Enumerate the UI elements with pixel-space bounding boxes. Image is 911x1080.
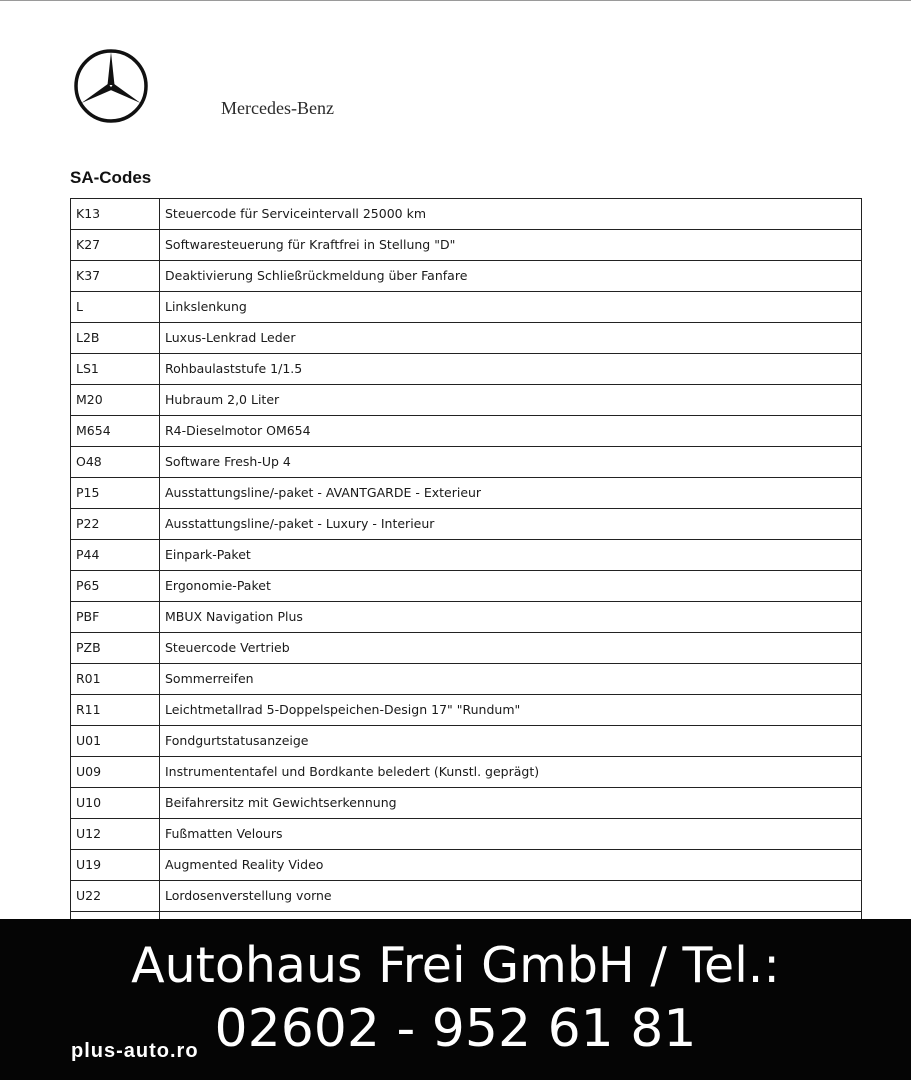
description-cell: Leichtmetallrad 5-Doppelspeichen-Design 17" "Rundum" — [160, 695, 862, 726]
table-row — [71, 447, 862, 478]
code-cell: U01 — [71, 726, 160, 757]
code-cell: K37 — [71, 261, 160, 292]
code-cell: P65 — [71, 571, 160, 602]
code-cell: U19 — [71, 850, 160, 881]
description-cell: Linkslenkung — [160, 292, 862, 323]
code-cell: K27 — [71, 230, 160, 261]
code-cell: U10 — [71, 788, 160, 819]
table-row — [71, 664, 862, 695]
table-row — [71, 261, 862, 292]
description-cell: Beifahrersitz mit Gewichtserkennung — [160, 788, 862, 819]
table-row — [71, 757, 862, 788]
description-cell: Steuercode Vertrieb — [160, 633, 862, 664]
mercedes-star-icon — [72, 47, 150, 125]
table-row — [71, 633, 862, 664]
code-cell: M20 — [71, 385, 160, 416]
section-title: SA-Codes — [70, 168, 152, 187]
table-row — [71, 416, 862, 447]
table-row — [71, 695, 862, 726]
table-row — [71, 509, 862, 540]
table-row — [71, 354, 862, 385]
sa-codes-table — [70, 198, 862, 943]
code-cell: U09 — [71, 757, 160, 788]
table-row — [71, 478, 862, 509]
description-cell: Luxus-Lenkrad Leder — [160, 323, 862, 354]
code-cell: M654 — [71, 416, 160, 447]
code-cell: U22 — [71, 881, 160, 912]
code-cell: P44 — [71, 540, 160, 571]
table-row — [71, 571, 862, 602]
description-cell: Fußmatten Velours — [160, 819, 862, 850]
code-cell: LS1 — [71, 354, 160, 385]
description-cell: MBUX Navigation Plus — [160, 602, 862, 633]
description-cell: R4-Dieselmotor OM654 — [160, 416, 862, 447]
code-cell: P15 — [71, 478, 160, 509]
top-divider — [0, 0, 911, 1]
table-row — [71, 385, 862, 416]
description-cell: Deaktivierung Schließrückmeldung über Fanfare — [160, 261, 862, 292]
footer-company-text: Autohaus Frei GmbH / Tel.: — [131, 937, 780, 994]
description-cell: Lordosenverstellung vorne — [160, 881, 862, 912]
table-row — [71, 602, 862, 633]
brand-name: Mercedes-Benz — [221, 98, 334, 118]
table-row — [71, 726, 862, 757]
footer-phone-text: 02602 - 952 61 81 — [214, 999, 697, 1059]
code-cell: R01 — [71, 664, 160, 695]
code-cell: L2B — [71, 323, 160, 354]
table-row — [71, 819, 862, 850]
description-cell: Fondgurtstatusanzeige — [160, 726, 862, 757]
table-row — [71, 199, 862, 230]
code-cell: PZB — [71, 633, 160, 664]
description-cell: Augmented Reality Video — [160, 850, 862, 881]
table-row — [71, 230, 862, 261]
description-cell: Instrumententafel und Bordkante beledert (Kunstl. geprägt) — [160, 757, 862, 788]
description-cell: Softwaresteuerung für Kraftfrei in Stellung "D" — [160, 230, 862, 261]
table-row — [71, 850, 862, 881]
description-cell: Ergonomie-Paket — [160, 571, 862, 602]
code-cell: R11 — [71, 695, 160, 726]
description-cell: Rohbaulaststufe 1/1.5 — [160, 354, 862, 385]
description-cell: Ausstattungsline/-paket - AVANTGARDE - Exterieur — [160, 478, 862, 509]
code-cell: U12 — [71, 819, 160, 850]
description-cell: Ausstattungsline/-paket - Luxury - Interieur — [160, 509, 862, 540]
watermark-text: plus-auto.ro — [71, 1040, 199, 1062]
table-row — [71, 292, 862, 323]
table-row — [71, 323, 862, 354]
code-cell: O48 — [71, 447, 160, 478]
code-cell: PBF — [71, 602, 160, 633]
code-cell: P22 — [71, 509, 160, 540]
table-row — [71, 788, 862, 819]
description-cell: Software Fresh-Up 4 — [160, 447, 862, 478]
code-cell: L — [71, 292, 160, 323]
code-cell: K13 — [71, 199, 160, 230]
description-cell: Sommerreifen — [160, 664, 862, 695]
description-cell: Hubraum 2,0 Liter — [160, 385, 862, 416]
description-cell: Einpark-Paket — [160, 540, 862, 571]
table-row — [71, 540, 862, 571]
table-row — [71, 881, 862, 912]
description-cell: Steuercode für Serviceintervall 25000 km — [160, 199, 862, 230]
